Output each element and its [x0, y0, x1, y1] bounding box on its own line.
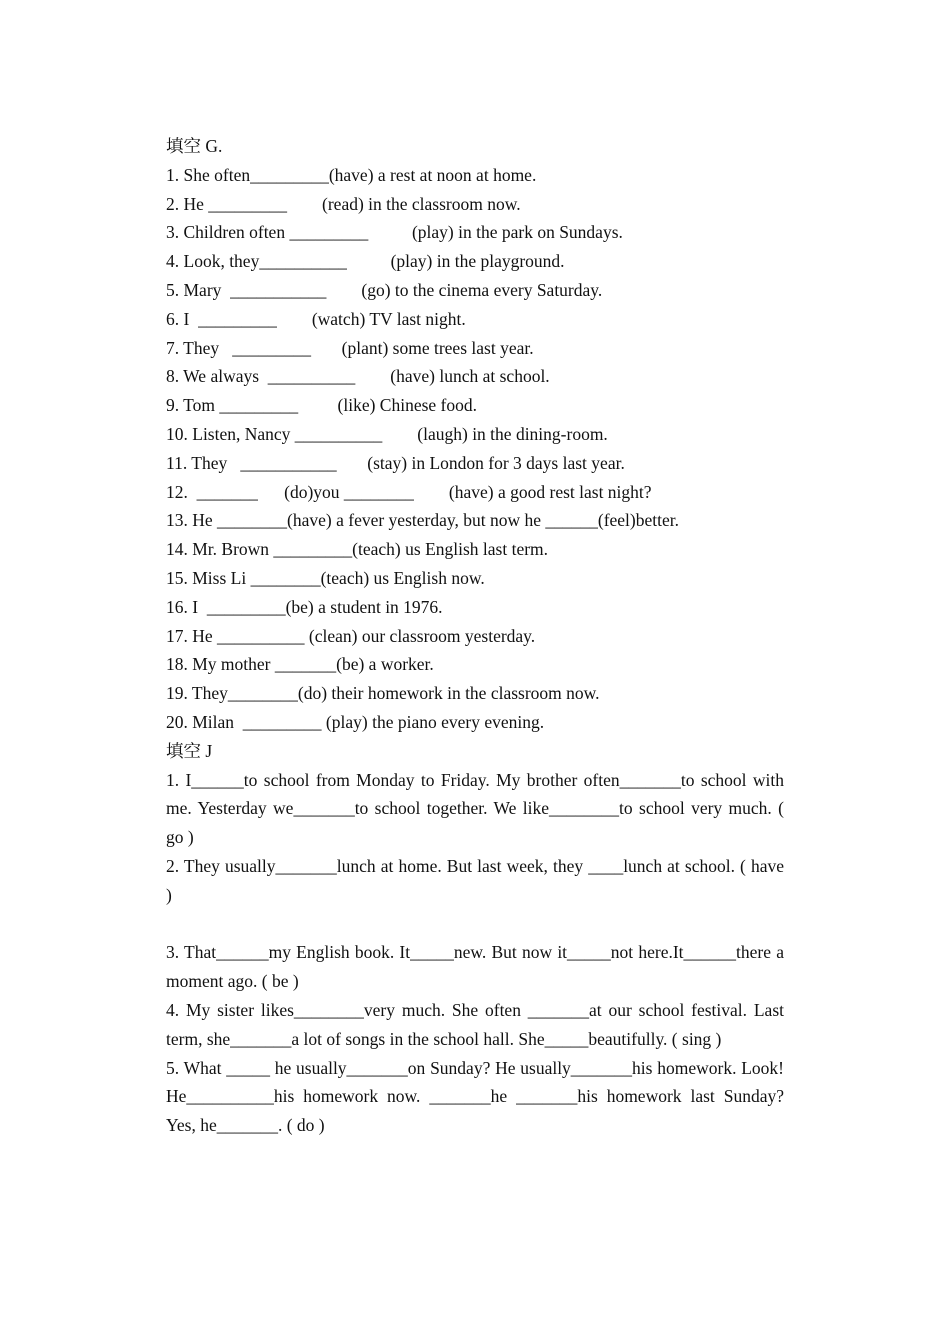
exercise-item: 20. Milan _________ (play) the piano every evening.: [166, 711, 545, 732]
exercise-item: 6. I _________ (watch) TV last night.: [166, 308, 466, 329]
exercise-item: 9. Tom _________ (like) Chinese food.: [166, 395, 477, 416]
exercise-item: 2. He _________ (read) in the classroom now.: [166, 193, 521, 214]
exercise-item: 12. _______ (do)you ________ (have) a good rest last night?: [166, 481, 652, 502]
exercise-item: 10. Listen, Nancy __________ (laugh) in the dining-room.: [166, 423, 608, 444]
section-j-heading: 填空 J: [166, 740, 213, 761]
spacer: [166, 910, 784, 939]
exercise-item: 18. My mother _______(be) a worker.: [166, 654, 434, 675]
exercise-item: 7. They _________ (plant) some trees last year.: [166, 337, 534, 358]
exercise-item: 17. He __________ (clean) our classroom yesterday.: [166, 625, 536, 646]
exercise-paragraph-5: 5. What _____ he usually_______on Sunday? He usually_______his homework. Look! He__________his homework now. _______he _______his homework last Sunday? Yes, he_______. ( do ): [166, 1057, 784, 1136]
exercise-item: 15. Miss Li ________(teach) us English now.: [166, 567, 485, 588]
exercise-item: 13. He ________(have) a fever yesterday, but now he ______(feel)better.: [166, 510, 679, 531]
exercise-item: 11. They ___________ (stay) in London for 3 days last year.: [166, 452, 625, 473]
section-g-heading: 填空 G.: [166, 136, 223, 156]
exercise-item: 16. I _________(be) a student in 1976.: [166, 596, 443, 617]
exercise-paragraph-2: 2. They usually_______lunch at home. But last week, they ____lunch at school. ( have ): [166, 855, 784, 905]
exercise-item: 4. Look, they__________ (play) in the playground.: [166, 251, 565, 272]
exercise-item: 19. They________(do) their homework in the classroom now.: [166, 683, 600, 704]
exercise-item: 14. Mr. Brown _________(teach) us English last term.: [166, 539, 549, 560]
worksheet: [166, 132, 784, 1140]
exercise-item: 3. Children often _________ (play) in the park on Sundays.: [166, 222, 623, 243]
exercise-paragraph-3: 3. That______my English book. It_____new. But now it_____not here.It______there a moment ago. ( be ): [166, 942, 784, 992]
exercise-item: 1. She often_________(have) a rest at noon at home.: [166, 164, 537, 185]
exercise-item: 8. We always __________ (have) lunch at school.: [166, 366, 550, 387]
exercise-paragraph-1: 1. I______to school from Monday to Friday. My brother often_______to school with me. Yesterday we_______to school together. We like________to school very much. ( go ): [166, 769, 784, 848]
exercise-item: 5. Mary ___________ (go) to the cinema every Saturday.: [166, 279, 603, 300]
exercise-paragraph-4: 4. My sister likes________very much. She often _______at our school festival. Last term, she_______a lot of songs in the school hall. She_____beautifully. ( sing ): [166, 999, 784, 1049]
